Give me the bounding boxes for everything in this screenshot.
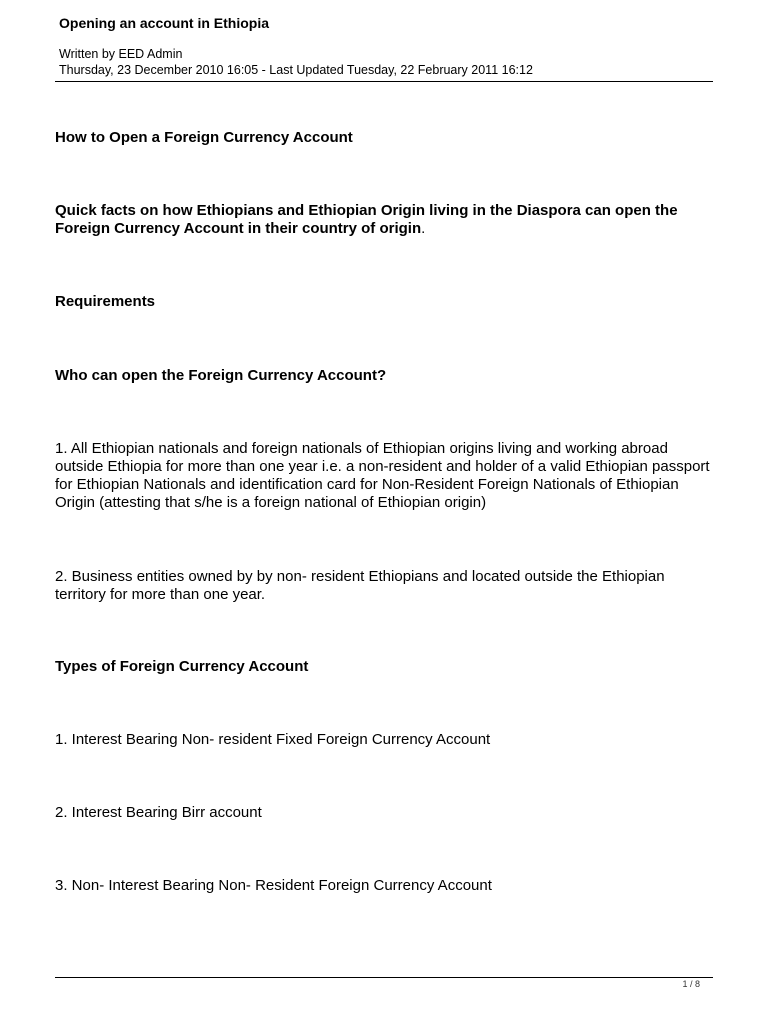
account-type-item-1: 1. Interest Bearing Non- resident Fixed Foreign Currency Account bbox=[55, 731, 491, 748]
page-number: 1 / 8 bbox=[682, 979, 700, 989]
intro-bold-text: Quick facts on how Ethiopians and Ethiopian Origin living in the Diaspora can open the Foreign Currency Account in their country of origin bbox=[55, 202, 678, 237]
date-line: Thursday, 23 December 2010 16:05 - Last Updated Tuesday, 22 February 2011 16:12 bbox=[59, 63, 533, 77]
account-type-item-2: 2. Interest Bearing Birr account bbox=[55, 804, 262, 821]
intro-tail-text: . bbox=[421, 220, 426, 237]
eligibility-item-2: 2. Business entities owned by by non- resident Ethiopians and located outside the Ethiopian territory for more than one year. bbox=[55, 568, 665, 603]
account-type-item-3: 3. Non- Interest Bearing Non- Resident Foreign Currency Account bbox=[55, 877, 492, 894]
header-divider bbox=[55, 81, 713, 82]
eligibility-item-1: 1. All Ethiopian nationals and foreign nationals of Ethiopian origins living and working abroad outside Ethiopia for more than one year i.e. a non-resident and holder of a valid Ethiopian passport for Ethiopian Nationals and identification card for Non-Resident Foreign Nationals of Ethiopian Origin (attesting that s/he is a foreign national of Ethiopian origin) bbox=[55, 440, 710, 511]
section-heading-open-account: How to Open a Foreign Currency Account bbox=[55, 129, 353, 146]
intro-paragraph bbox=[55, 202, 715, 238]
author-line: Written by EED Admin bbox=[59, 47, 183, 61]
section-heading-who-can-open: Who can open the Foreign Currency Account? bbox=[55, 367, 387, 384]
document-title: Opening an account in Ethiopia bbox=[59, 15, 270, 31]
section-heading-account-types: Types of Foreign Currency Account bbox=[55, 658, 309, 675]
footer-divider bbox=[55, 977, 713, 978]
section-heading-requirements: Requirements bbox=[55, 293, 156, 310]
